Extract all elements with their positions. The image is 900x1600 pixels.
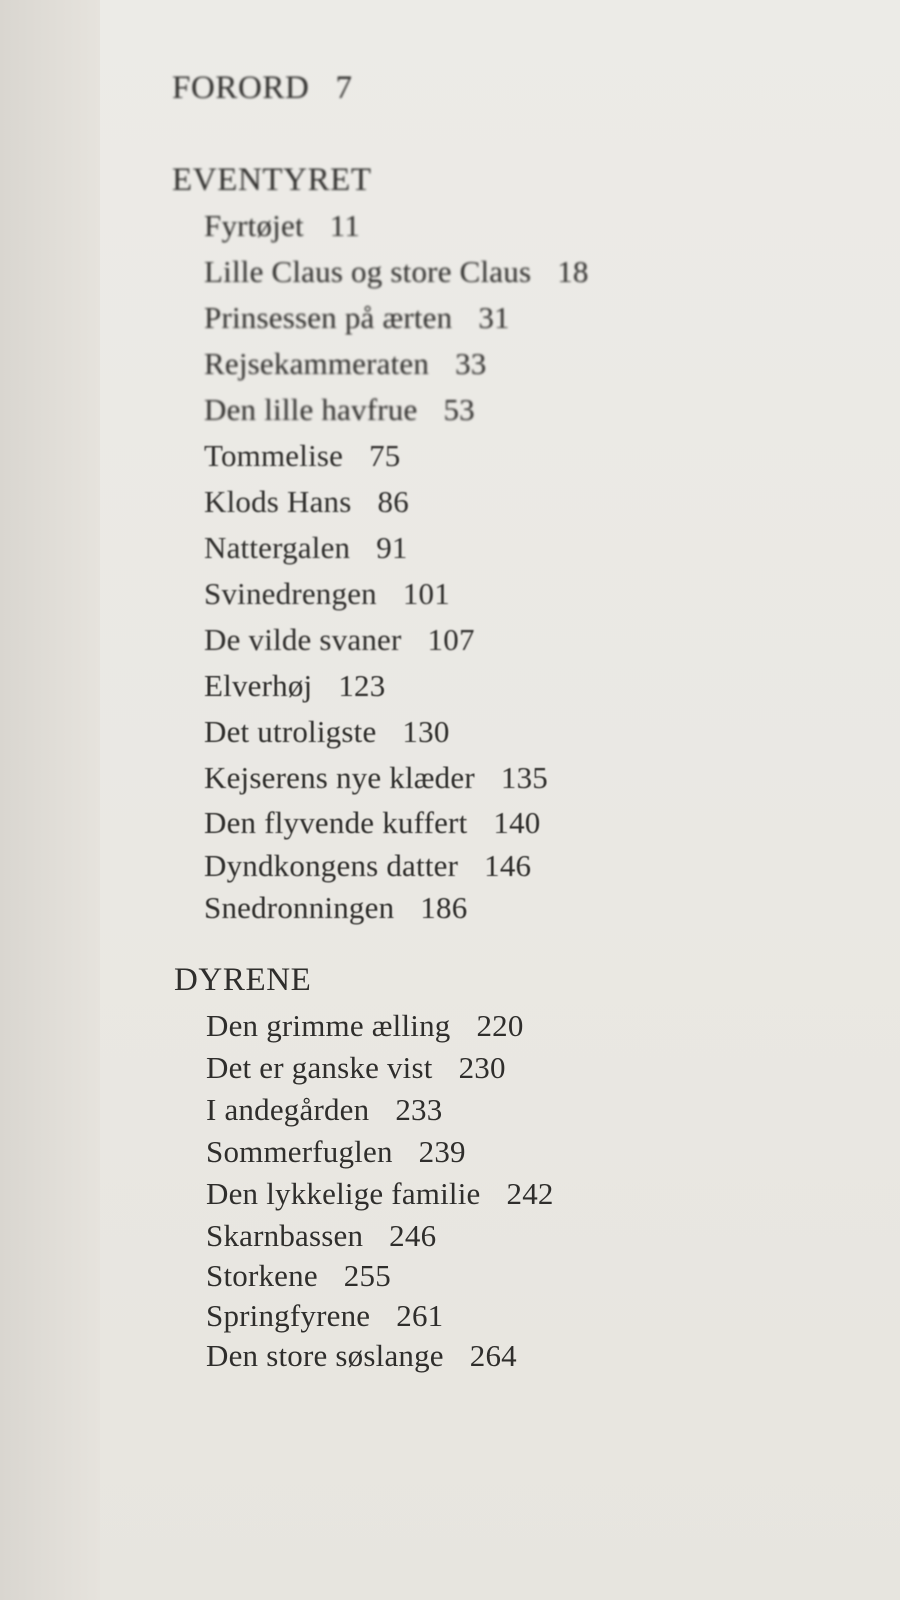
entry-title: Klods Hans [204, 484, 352, 519]
entry-title: Det er ganske vist [206, 1050, 433, 1085]
toc-entry [204, 208, 360, 244]
entry-title: Skarnbassen [206, 1218, 364, 1253]
toc-foreword [172, 70, 353, 107]
entry-title: Den lille havfrue [204, 392, 418, 427]
foreword-title: FORORD [172, 70, 310, 106]
toc-entry [204, 805, 541, 841]
book-gutter [0, 0, 100, 1600]
entry-page: 246 [389, 1218, 437, 1253]
entry-title: Den lykkelige familie [206, 1176, 481, 1211]
entry-page: 261 [396, 1298, 444, 1333]
section-heading-eventyret: EVENTYRET [172, 162, 372, 198]
entry-page: 140 [493, 805, 541, 840]
entry-title: Rejsekammeraten [204, 346, 430, 381]
toc-entry [204, 848, 531, 884]
entry-title: Det utroligste [204, 714, 377, 749]
foreword-page: 7 [335, 70, 353, 106]
entry-page: 107 [427, 622, 475, 657]
book-page [100, 0, 900, 1600]
entry-page: 18 [557, 254, 589, 289]
entry-title: Nattergalen [204, 530, 351, 565]
entry-page: 264 [469, 1338, 517, 1373]
toc-entry [204, 760, 548, 796]
toc-entry [204, 254, 589, 290]
entry-page: 233 [395, 1092, 443, 1127]
toc-entry [206, 1218, 436, 1254]
entry-title: De vilde svaner [204, 622, 402, 657]
entry-page: 135 [500, 760, 548, 795]
entry-page: 11 [329, 208, 361, 243]
toc-entry [204, 714, 450, 750]
toc-entry [204, 484, 409, 520]
toc-entry [204, 890, 467, 926]
toc-entry [206, 1176, 554, 1212]
entry-page: 31 [478, 300, 510, 335]
entry-title: Storkene [206, 1258, 318, 1293]
toc-entry [206, 1134, 466, 1170]
toc-entry [206, 1258, 391, 1294]
entry-title: I andegården [206, 1092, 370, 1127]
entry-title: Dyndkongens datter [204, 848, 459, 883]
entry-page: 91 [376, 530, 408, 565]
toc-entry [206, 1050, 506, 1086]
toc-entry [206, 1092, 442, 1128]
toc-entry [206, 1008, 524, 1044]
entry-title: Den store søslange [206, 1338, 444, 1373]
toc-entry [204, 622, 475, 658]
toc-entry [206, 1338, 517, 1374]
toc-entry [204, 346, 486, 382]
entry-title: Kejserens nye klæder [204, 760, 475, 795]
entry-page: 53 [443, 392, 475, 427]
toc-entry [204, 668, 385, 704]
entry-title: Springfyrene [206, 1298, 371, 1333]
entry-page: 123 [338, 668, 386, 703]
entry-title: Snedronningen [204, 890, 395, 925]
entry-page: 230 [458, 1050, 506, 1085]
entry-page: 75 [369, 438, 401, 473]
entry-page: 186 [420, 890, 468, 925]
entry-title: Den grimme ælling [206, 1008, 451, 1043]
entry-page: 33 [455, 346, 487, 381]
entry-page: 220 [476, 1008, 524, 1043]
entry-title: Lille Claus og store Claus [204, 254, 532, 289]
entry-page: 101 [402, 576, 450, 611]
toc-entry [204, 576, 450, 612]
toc-entry [204, 530, 408, 566]
entry-title: Prinsessen på ærten [204, 300, 453, 335]
entry-title: Den flyvende kuffert [204, 805, 468, 840]
table-of-contents [100, 62, 900, 1562]
toc-entry [206, 1298, 443, 1334]
entry-page: 255 [343, 1258, 391, 1293]
entry-title: Svinedrengen [204, 576, 377, 611]
toc-entry [204, 392, 475, 428]
entry-title: Elverhøj [204, 668, 313, 703]
entry-page: 239 [418, 1134, 466, 1169]
toc-entry [204, 300, 510, 336]
section-heading-dyrene: DYRENE [174, 962, 312, 998]
entry-page: 86 [377, 484, 409, 519]
entry-title: Fyrtøjet [204, 208, 304, 243]
entry-page: 146 [484, 848, 532, 883]
entry-page: 130 [402, 714, 450, 749]
entry-title: Tommelise [204, 438, 344, 473]
toc-entry [204, 438, 401, 474]
entry-page: 242 [506, 1176, 554, 1211]
entry-title: Sommerfuglen [206, 1134, 393, 1169]
